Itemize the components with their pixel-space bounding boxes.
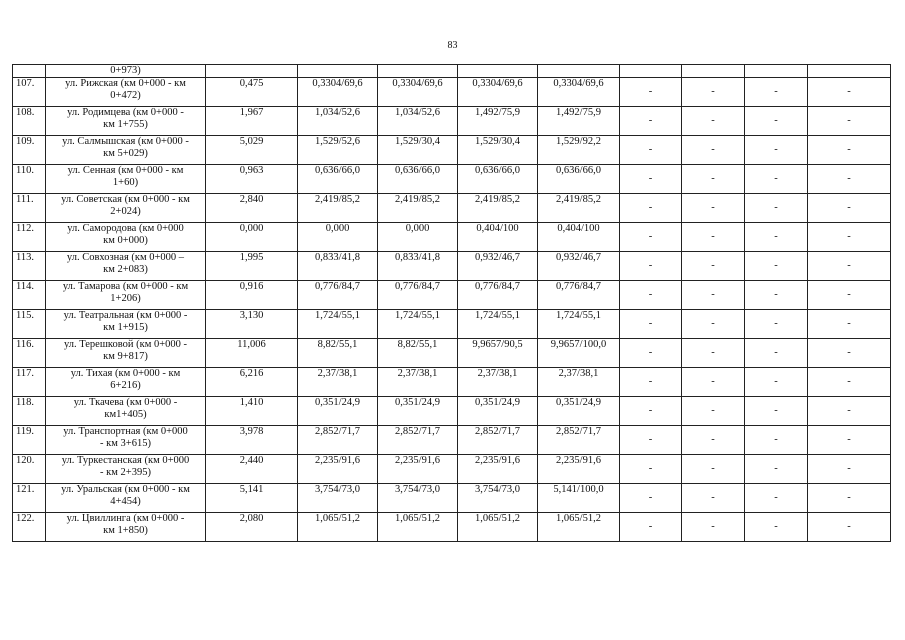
value-col-3: 0,3304/69,6 [378,78,458,107]
dash-col-3: - [745,513,808,542]
length-value: 5,029 [206,136,298,165]
dash-col-4: - [808,252,891,281]
value-col-5: 2,852/71,7 [538,426,620,455]
dash-col-2: - [682,484,745,513]
value-col-4: 2,235/91,6 [458,455,538,484]
table-row [13,339,891,368]
value-col-5: 1,065/51,2 [538,513,620,542]
value-col-3: 0,000 [378,223,458,252]
dash-col-2: - [682,252,745,281]
table-row [13,281,891,310]
row-number: 122. [13,513,46,542]
dash-col-3: - [745,484,808,513]
value-col-2: 3,754/73,0 [298,484,378,513]
street-name: ул. Рижская (км 0+000 - км 0+472) [46,78,206,107]
value-col-3: 2,37/38,1 [378,368,458,397]
street-name: ул. Уральская (км 0+000 - км 4+454) [46,484,206,513]
value-col-3: 1,034/52,6 [378,107,458,136]
dash-col-2: - [682,455,745,484]
value-col-2: 8,82/55,1 [298,339,378,368]
length-value: 5,141 [206,484,298,513]
value-col-5: 0,636/66,0 [538,165,620,194]
dash-col-1: - [620,78,682,107]
row-number: 108. [13,107,46,136]
street-name: ул. Театральная (км 0+000 - км 1+915) [46,310,206,339]
value-col-4: 1,529/30,4 [458,136,538,165]
value-col-5: 1,492/75,9 [538,107,620,136]
dash-col-3: - [745,78,808,107]
dash-col-1: - [620,194,682,223]
dash-col-2: - [682,513,745,542]
dash-col-1: - [620,513,682,542]
street-name: ул. Сенная (км 0+000 - км 1+60) [46,165,206,194]
dash-col-1: - [620,136,682,165]
length-value: 2,080 [206,513,298,542]
value-col-3: 0,833/41,8 [378,252,458,281]
dash-col-2: - [682,339,745,368]
street-name: ул. Цвиллинга (км 0+000 - км 1+850) [46,513,206,542]
dash-col-3: - [745,107,808,136]
dash-col-4: - [808,107,891,136]
street-name: ул. Совхозная (км 0+000 – км 2+083) [46,252,206,281]
value-col-2: 0,833/41,8 [298,252,378,281]
length-value: 0,963 [206,165,298,194]
value-col-2: 2,852/71,7 [298,426,378,455]
dash-col-1: - [620,310,682,339]
dash-col-2: - [682,281,745,310]
value-col-3: 1,065/51,2 [378,513,458,542]
dash-col-3: - [745,252,808,281]
dash-col-3: - [745,397,808,426]
dash-col-2: - [682,78,745,107]
dash-col-1: - [620,368,682,397]
row-number: 112. [13,223,46,252]
value-col-4: 2,852/71,7 [458,426,538,455]
value-col-4: 0,636/66,0 [458,165,538,194]
length-value: 0,000 [206,223,298,252]
value-col-2: 1,529/52,6 [298,136,378,165]
row-number: 107. [13,78,46,107]
dash-col-4: - [808,194,891,223]
value-col-4: 1,724/55,1 [458,310,538,339]
value-col-5: 2,235/91,6 [538,455,620,484]
row-number: 118. [13,397,46,426]
street-name: ул. Туркестанская (км 0+000 - км 2+395) [46,455,206,484]
row-number: 121. [13,484,46,513]
value-col-2: 0,776/84,7 [298,281,378,310]
dash-col-2: - [682,165,745,194]
value-col-4: 3,754/73,0 [458,484,538,513]
value-col-5: 0,776/84,7 [538,281,620,310]
value-col-4: 9,9657/90,5 [458,339,538,368]
table-row [13,252,891,281]
length-value: 3,130 [206,310,298,339]
dash-col-3: - [745,223,808,252]
dash-col-2: - [682,194,745,223]
table-row [13,426,891,455]
table-row [13,165,891,194]
dash-col-3: - [745,339,808,368]
dash-col-4: - [808,78,891,107]
dash-col-2: - [682,426,745,455]
row-number: 117. [13,368,46,397]
dash-col-1: - [620,107,682,136]
value-col-3: 1,529/30,4 [378,136,458,165]
dash-col-4: - [808,136,891,165]
length-value: 0,916 [206,281,298,310]
table-row [13,78,891,107]
value-col-4: 0,3304/69,6 [458,78,538,107]
value-col-4: 2,419/85,2 [458,194,538,223]
value-col-3: 0,776/84,7 [378,281,458,310]
table-row [13,368,891,397]
dash-col-2: - [682,223,745,252]
value-col-5: 1,529/92,2 [538,136,620,165]
dash-col-4: - [808,223,891,252]
dash-col-3: - [745,165,808,194]
dash-col-1: - [620,281,682,310]
value-col-2: 0,3304/69,6 [298,78,378,107]
value-col-2: 1,034/52,6 [298,107,378,136]
value-col-2: 1,724/55,1 [298,310,378,339]
length-value: 0,475 [206,78,298,107]
row-number: 111. [13,194,46,223]
value-col-5: 2,37/38,1 [538,368,620,397]
row-number: 119. [13,426,46,455]
length-value: 1,410 [206,397,298,426]
table-row [13,194,891,223]
value-col-3: 2,419/85,2 [378,194,458,223]
table-row [13,397,891,426]
row-number: 110. [13,165,46,194]
value-col-4: 0,932/46,7 [458,252,538,281]
dash-col-3: - [745,310,808,339]
dash-col-1: - [620,455,682,484]
value-col-3: 8,82/55,1 [378,339,458,368]
value-col-2: 2,235/91,6 [298,455,378,484]
dash-col-4: - [808,484,891,513]
table-row [13,513,891,542]
value-col-4: 1,492/75,9 [458,107,538,136]
value-col-3: 0,636/66,0 [378,165,458,194]
dash-col-3: - [745,281,808,310]
street-name: ул. Самородова (км 0+000 км 0+000) [46,223,206,252]
dash-col-3: - [745,368,808,397]
value-col-4: 0,776/84,7 [458,281,538,310]
value-col-5: 0,3304/69,6 [538,78,620,107]
row-number: 115. [13,310,46,339]
table-row [13,107,891,136]
value-col-5: 2,419/85,2 [538,194,620,223]
value-col-3: 3,754/73,0 [378,484,458,513]
length-value: 11,006 [206,339,298,368]
value-col-5: 0,932/46,7 [538,252,620,281]
length-value: 6,216 [206,368,298,397]
row-number: 109. [13,136,46,165]
street-name: ул. Терешковой (км 0+000 - км 9+817) [46,339,206,368]
dash-col-1: - [620,484,682,513]
street-name: ул. Ткачева (км 0+000 - км1+405) [46,397,206,426]
continued-row [13,65,891,78]
value-col-4: 1,065/51,2 [458,513,538,542]
value-col-3: 1,724/55,1 [378,310,458,339]
dash-col-3: - [745,455,808,484]
dash-col-4: - [808,165,891,194]
dash-col-3: - [745,136,808,165]
value-col-5: 1,724/55,1 [538,310,620,339]
table-row [13,484,891,513]
dash-col-4: - [808,368,891,397]
dash-col-3: - [745,194,808,223]
table-row [13,455,891,484]
row-number: 120. [13,455,46,484]
street-name: ул. Тамарова (км 0+000 - км 1+206) [46,281,206,310]
page-number: 83 [447,40,458,51]
dash-col-1: - [620,426,682,455]
length-value: 1,967 [206,107,298,136]
value-col-4: 2,37/38,1 [458,368,538,397]
dash-col-4: - [808,426,891,455]
dash-col-1: - [620,252,682,281]
dash-col-1: - [620,165,682,194]
table-row [13,310,891,339]
dash-col-1: - [620,339,682,368]
row-number: 116. [13,339,46,368]
row-number: 113. [13,252,46,281]
dash-col-2: - [682,368,745,397]
dash-col-4: - [808,513,891,542]
dash-col-4: - [808,455,891,484]
dash-col-2: - [682,310,745,339]
value-col-2: 2,419/85,2 [298,194,378,223]
value-col-3: 2,235/91,6 [378,455,458,484]
value-col-5: 5,141/100,0 [538,484,620,513]
length-value: 2,840 [206,194,298,223]
dash-col-4: - [808,397,891,426]
street-name: ул. Советская (км 0+000 - км 2+024) [46,194,206,223]
value-col-4: 0,351/24,9 [458,397,538,426]
value-col-5: 0,404/100 [538,223,620,252]
value-col-2: 0,636/66,0 [298,165,378,194]
dash-col-4: - [808,339,891,368]
continued-name: 0+973) [46,65,206,78]
value-col-2: 2,37/38,1 [298,368,378,397]
length-value: 1,995 [206,252,298,281]
dash-col-4: - [808,281,891,310]
dash-col-1: - [620,397,682,426]
street-name: ул. Салмышская (км 0+000 - км 5+029) [46,136,206,165]
dash-col-1: - [620,223,682,252]
value-col-3: 0,351/24,9 [378,397,458,426]
street-name: ул. Родимцева (км 0+000 - км 1+755) [46,107,206,136]
value-col-5: 9,9657/100,0 [538,339,620,368]
table-row [13,136,891,165]
value-col-4: 0,404/100 [458,223,538,252]
value-col-3: 2,852/71,7 [378,426,458,455]
value-col-2: 0,351/24,9 [298,397,378,426]
dash-col-2: - [682,397,745,426]
dash-col-4: - [808,310,891,339]
value-col-5: 0,351/24,9 [538,397,620,426]
street-name: ул. Транспортная (км 0+000 - км 3+615) [46,426,206,455]
dash-col-2: - [682,107,745,136]
road-table [12,64,891,542]
length-value: 3,978 [206,426,298,455]
street-name: ул. Тихая (км 0+000 - км 6+216) [46,368,206,397]
value-col-2: 0,000 [298,223,378,252]
value-col-2: 1,065/51,2 [298,513,378,542]
length-value: 2,440 [206,455,298,484]
table-row [13,223,891,252]
row-number: 114. [13,281,46,310]
dash-col-3: - [745,426,808,455]
dash-col-2: - [682,136,745,165]
